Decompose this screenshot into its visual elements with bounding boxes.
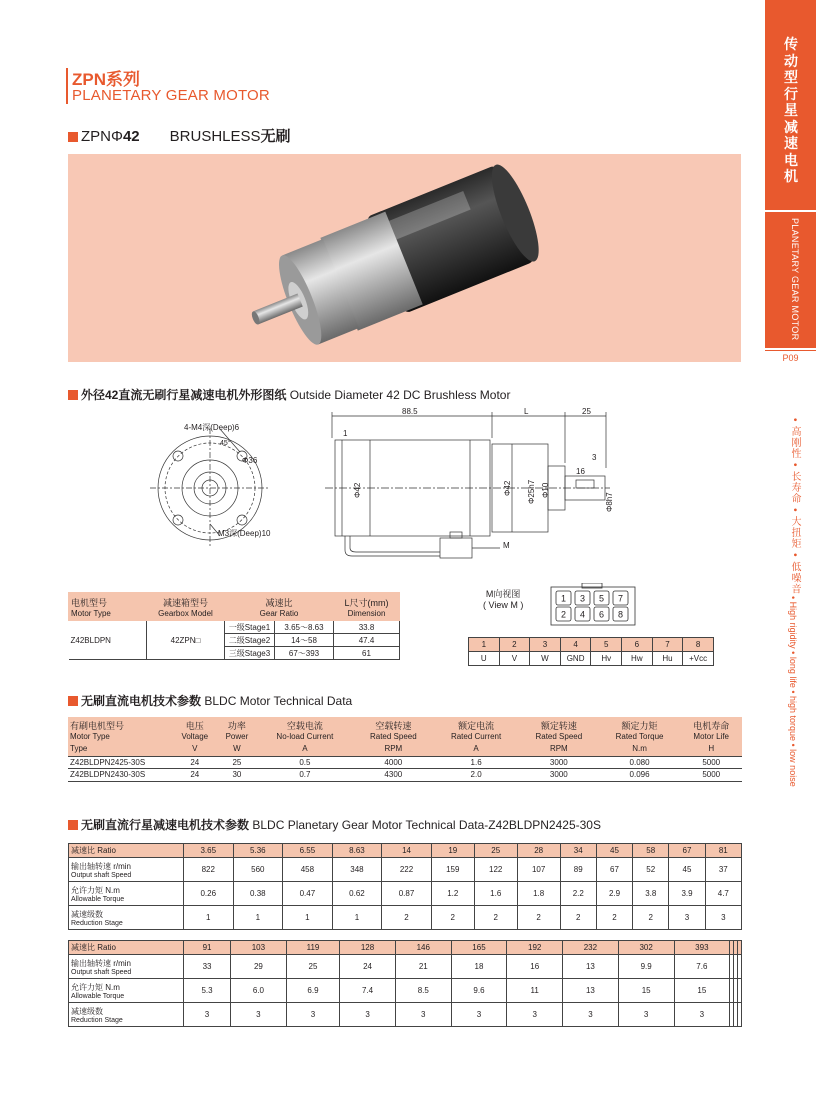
column-header: 额定转速 Rated Speed	[519, 717, 599, 741]
table-cell: 3	[507, 1003, 563, 1027]
svg-text:Φ42: Φ42	[353, 482, 362, 498]
table-cell: 6.55	[283, 844, 333, 858]
table-cell: 4.7	[705, 882, 741, 906]
table-cell: 2	[431, 906, 474, 930]
sidebar-divider	[765, 350, 816, 351]
table-row: 二级Stage2 14～58 47.4	[69, 634, 400, 647]
table-cell: 30	[218, 769, 257, 782]
table-cell: 302	[618, 941, 674, 955]
pin-number: 7	[617, 593, 624, 604]
table-cell: 5.3	[184, 979, 231, 1003]
table-cell: 4000	[353, 756, 433, 769]
unit-cell: A	[256, 741, 353, 756]
table-cell: 2	[633, 906, 669, 930]
table-cell: 2	[517, 906, 560, 930]
table-cell: 458	[283, 858, 333, 882]
table-cell: 1.8	[517, 882, 560, 906]
table-cell: 0.26	[184, 882, 234, 906]
connector-pinout	[550, 583, 640, 627]
table-cell: 0.7	[256, 769, 353, 782]
table-cell: 24	[340, 955, 396, 979]
technical-drawing	[140, 408, 740, 568]
gearmotor-table-2	[68, 940, 742, 1027]
table-cell: 128	[340, 941, 396, 955]
svg-text:M3深(Deep)10: M3深(Deep)10	[218, 529, 271, 538]
product-photo	[68, 154, 741, 362]
svg-text:Φ36: Φ36	[242, 456, 258, 465]
motor-data-table	[68, 717, 742, 782]
sidebar-title-en: PLANETARY GEAR MOTOR	[790, 218, 800, 341]
section-title-motor: 无刷直流电机技术参数 BLDC Motor Technical Data	[68, 692, 352, 709]
table-cell: 9.6	[451, 979, 507, 1003]
table-cell: 14	[382, 844, 432, 858]
table-cell: 0.096	[599, 769, 681, 782]
unit-cell: RPM	[353, 741, 433, 756]
row-label: 输出轴转速 r/min Output shaft Speed	[69, 955, 184, 979]
table-cell: 3	[618, 1003, 674, 1027]
table-cell: 67	[596, 858, 632, 882]
row-label: 允许力矩 N.m Allowable Torque	[69, 882, 184, 906]
sidebar-subtitle-block	[765, 212, 816, 348]
pin-signal-cell: U	[469, 652, 500, 666]
table-cell: 146	[395, 941, 451, 955]
row-label: 减速级数 Reduction Stage	[69, 906, 184, 930]
table-cell: 3000	[519, 756, 599, 769]
table-cell: 1.6	[433, 756, 519, 769]
m-view-label: M向视图 ( View M )	[483, 589, 524, 610]
table-cell: 9.9	[618, 955, 674, 979]
table-cell	[737, 1003, 741, 1027]
table-cell: 81	[705, 844, 741, 858]
table-cell: 25	[474, 844, 517, 858]
pin-number-cell: 3	[530, 638, 561, 652]
table-cell: 0.62	[332, 882, 382, 906]
table-cell: 0.5	[256, 756, 353, 769]
table-cell	[737, 979, 741, 1003]
unit-cell: RPM	[519, 741, 599, 756]
table-cell: 16	[507, 955, 563, 979]
unit-cell: Type	[68, 741, 172, 756]
table-cell: 393	[674, 941, 730, 955]
pin-number: 2	[560, 609, 567, 620]
table-cell: 21	[395, 955, 451, 979]
pin-number: 6	[598, 609, 605, 620]
pin-signal-cell: Hv	[591, 652, 622, 666]
table-cell: 192	[507, 941, 563, 955]
table-cell: 45	[669, 858, 705, 882]
square-bullet-icon	[68, 132, 78, 142]
table-cell: 3	[705, 906, 741, 930]
svg-text:Φ42: Φ42	[503, 480, 512, 496]
pin-number-cell: 6	[622, 638, 653, 652]
table-cell: 3	[184, 1003, 231, 1027]
table-cell: 2.2	[560, 882, 596, 906]
table-cell: 3000	[519, 769, 599, 782]
table-row	[68, 756, 742, 769]
pin-number-cell: 7	[652, 638, 683, 652]
pin-number-cell: 8	[683, 638, 714, 652]
unit-cell: V	[172, 741, 218, 756]
gear-ratio-table: 电机型号 Motor Type 减速箱型号 Gearbox Model 减速比 Gear Ratio L尺寸(mm) Dimension Z42BLDPN 42ZPN□ 一级Stage1 3.65～8.63 33.8 二级Stage2 14～58 47.4 三级Stage3 67～393 61	[68, 592, 400, 660]
column-header: 电压 Voltage	[172, 717, 218, 741]
table-cell: 5000	[680, 756, 742, 769]
table-cell: 2	[474, 906, 517, 930]
table-cell: 24	[172, 756, 218, 769]
pin-signal-cell: GND	[560, 652, 591, 666]
table-cell: 1	[332, 906, 382, 930]
table-cell: 1	[184, 906, 234, 930]
table-cell: 165	[451, 941, 507, 955]
table-cell: 1	[233, 906, 283, 930]
column-header: 空载电流 No-load Current	[256, 717, 353, 741]
table-row: Z42BLDPN 42ZPN□ 一级Stage1 3.65～8.63 33.8	[69, 621, 400, 634]
svg-text:16: 16	[576, 467, 585, 476]
svg-text:3: 3	[592, 453, 597, 462]
table-row	[69, 906, 742, 930]
pin-number-cell: 2	[499, 638, 530, 652]
table-cell: 0.47	[283, 882, 333, 906]
table-cell: 222	[382, 858, 432, 882]
row-label: 减速级数 Reduction Stage	[69, 1003, 184, 1027]
table-cell: 103	[231, 941, 287, 955]
table-cell: 3.9	[669, 882, 705, 906]
table-cell: 45	[596, 844, 632, 858]
pin-number-cell: 4	[560, 638, 591, 652]
table-cell: 2.0	[433, 769, 519, 782]
table-cell: 37	[705, 858, 741, 882]
table-cell: 5000	[680, 769, 742, 782]
table-cell: 13	[563, 979, 619, 1003]
pin-signal-cell: V	[499, 652, 530, 666]
pin-number-cell: 5	[591, 638, 622, 652]
pin-table	[468, 637, 714, 666]
svg-text:Φ10: Φ10	[541, 482, 550, 498]
table-row	[69, 941, 742, 955]
table-cell: 122	[474, 858, 517, 882]
table-cell: 25	[218, 756, 257, 769]
pin-signal-cell: +Vcc	[683, 652, 714, 666]
pin-number: 1	[560, 593, 567, 604]
unit-cell: A	[433, 741, 519, 756]
table-cell: 0.38	[233, 882, 283, 906]
svg-text:Φ25h7: Φ25h7	[527, 479, 536, 504]
table-cell: 0.080	[599, 756, 681, 769]
page-number: P09	[782, 353, 799, 363]
svg-text:88.5: 88.5	[402, 408, 418, 416]
table-cell: 1.2	[431, 882, 474, 906]
table-cell: 1.6	[474, 882, 517, 906]
table-cell: 8.5	[395, 979, 451, 1003]
table-cell: 15	[674, 979, 730, 1003]
pin-number: 4	[579, 609, 586, 620]
table-cell: 2.9	[596, 882, 632, 906]
pin-number: 5	[598, 593, 605, 604]
table-cell: 1	[283, 906, 333, 930]
unit-cell: N.m	[599, 741, 681, 756]
pin-number: 8	[617, 609, 624, 620]
table-cell: 3	[563, 1003, 619, 1027]
sidebar-title-zh: 传动型行星减速电机	[784, 36, 798, 184]
square-bullet-icon	[68, 696, 78, 706]
table-row	[69, 882, 742, 906]
table-cell: 29	[231, 955, 287, 979]
table-cell: 3	[340, 1003, 396, 1027]
row-label: 减速比 Ratio	[69, 941, 184, 955]
model-prefix: ZPNΦ	[81, 128, 123, 145]
unit-cell: H	[680, 741, 742, 756]
model-size: 42	[122, 128, 140, 145]
table-cell: 232	[563, 941, 619, 955]
table-cell: 89	[560, 858, 596, 882]
svg-text:L: L	[524, 408, 529, 416]
table-cell: 19	[431, 844, 474, 858]
label-holes: 4-M4深(Deep)6	[184, 423, 240, 432]
table-cell: 2	[382, 906, 432, 930]
column-header: 有刷电机型号 Motor Type	[68, 717, 172, 741]
table-cell: 6.9	[286, 979, 339, 1003]
column-header: 电机寿命 Motor Life	[680, 717, 742, 741]
unit-cell: W	[218, 741, 257, 756]
pin-signal-cell: Hw	[622, 652, 653, 666]
table-cell: 34	[560, 844, 596, 858]
table-cell: Z42BLDPN2430-30S	[68, 769, 172, 782]
table-cell: 7.6	[674, 955, 730, 979]
square-bullet-icon	[68, 820, 78, 830]
table-row	[69, 955, 742, 979]
section-title-gearmotor: 无刷直流行星减速电机技术参数 BLDC Planetary Gear Motor Technical Data-Z42BLDPN2425-30S	[68, 816, 601, 833]
model-type: BRUSHLESS	[169, 128, 261, 145]
svg-text:M: M	[503, 541, 510, 550]
gear-motor-image	[68, 154, 741, 362]
table-row	[69, 1003, 742, 1027]
table-row	[68, 769, 742, 782]
series-accent-bar	[66, 68, 68, 104]
svg-text:25: 25	[582, 408, 591, 416]
table-cell: 2	[596, 906, 632, 930]
table-cell: 560	[233, 858, 283, 882]
table-cell: 11	[507, 979, 563, 1003]
svg-text:45°: 45°	[220, 440, 231, 447]
series-title-en: PLANETARY GEAR MOTOR	[72, 87, 270, 104]
section-title-drawing: 外径42直流无刷行星减速电机外形图纸 Outside Diameter 42 DC Brushless Motor	[68, 386, 510, 403]
table-cell: 822	[184, 858, 234, 882]
table-row	[69, 979, 742, 1003]
table-cell: 3.65	[184, 844, 234, 858]
pin-signal-cell: W	[530, 652, 561, 666]
row-label: 允许力矩 N.m Allowable Torque	[69, 979, 184, 1003]
pin-number: 3	[579, 593, 586, 604]
table-cell: 3	[669, 906, 705, 930]
table-cell: 3	[231, 1003, 287, 1027]
table-cell: 67	[669, 844, 705, 858]
table-cell	[737, 941, 741, 955]
table-cell: 107	[517, 858, 560, 882]
pin-number-cell: 1	[469, 638, 500, 652]
table-cell: 15	[618, 979, 674, 1003]
gearmotor-table-1	[68, 843, 742, 930]
square-bullet-icon	[68, 390, 78, 400]
row-label: 输出轴转速 r/min Output shaft Speed	[69, 858, 184, 882]
table-row: 三级Stage3 67～393 61	[69, 647, 400, 660]
table-cell: 33	[184, 955, 231, 979]
table-cell: 8.63	[332, 844, 382, 858]
table-cell: 24	[172, 769, 218, 782]
model-heading	[68, 125, 291, 146]
table-cell: 3	[286, 1003, 339, 1027]
column-header: 空载转速 Rated Speed	[353, 717, 433, 741]
sidebar	[765, 0, 816, 1098]
pin-signal-cell: Hu	[652, 652, 683, 666]
row-label: 减速比 Ratio	[69, 844, 184, 858]
table-cell: 7.4	[340, 979, 396, 1003]
table-cell: 58	[633, 844, 669, 858]
column-header: 额定电流 Rated Current	[433, 717, 519, 741]
features-zh: • 高刚性 • 长寿命 • 大扭矩 • 低噪音	[789, 418, 800, 595]
table-cell: 0.87	[382, 882, 432, 906]
table-cell: 91	[184, 941, 231, 955]
table-cell: 52	[633, 858, 669, 882]
column-header: 功率 Power	[218, 717, 257, 741]
table-cell: 6.0	[231, 979, 287, 1003]
features-en: • High rigidity • long life • high torque • low noise	[788, 596, 798, 787]
table-cell: 348	[332, 858, 382, 882]
table-cell: 18	[451, 955, 507, 979]
table-cell: 2	[560, 906, 596, 930]
table-cell: 159	[431, 858, 474, 882]
svg-text:1: 1	[343, 429, 348, 438]
table-cell: Z42BLDPN2425-30S	[68, 756, 172, 769]
table-cell: 5.36	[233, 844, 283, 858]
table-cell: 3	[395, 1003, 451, 1027]
svg-text:Φ8h7: Φ8h7	[605, 492, 614, 512]
table-row	[69, 844, 742, 858]
table-row	[69, 858, 742, 882]
table-cell: 13	[563, 955, 619, 979]
table-cell: 4300	[353, 769, 433, 782]
table-cell: 3	[451, 1003, 507, 1027]
column-header: 额定力矩 Rated Torque	[599, 717, 681, 741]
table-cell: 3.8	[633, 882, 669, 906]
series-title-zh: ZPN系列	[72, 70, 140, 89]
table-cell: 119	[286, 941, 339, 955]
table-cell: 25	[286, 955, 339, 979]
table-cell: 28	[517, 844, 560, 858]
sidebar-title-block	[765, 0, 816, 210]
table-cell	[737, 955, 741, 979]
model-type-zh: 无刷	[260, 128, 291, 145]
table-cell: 3	[674, 1003, 730, 1027]
